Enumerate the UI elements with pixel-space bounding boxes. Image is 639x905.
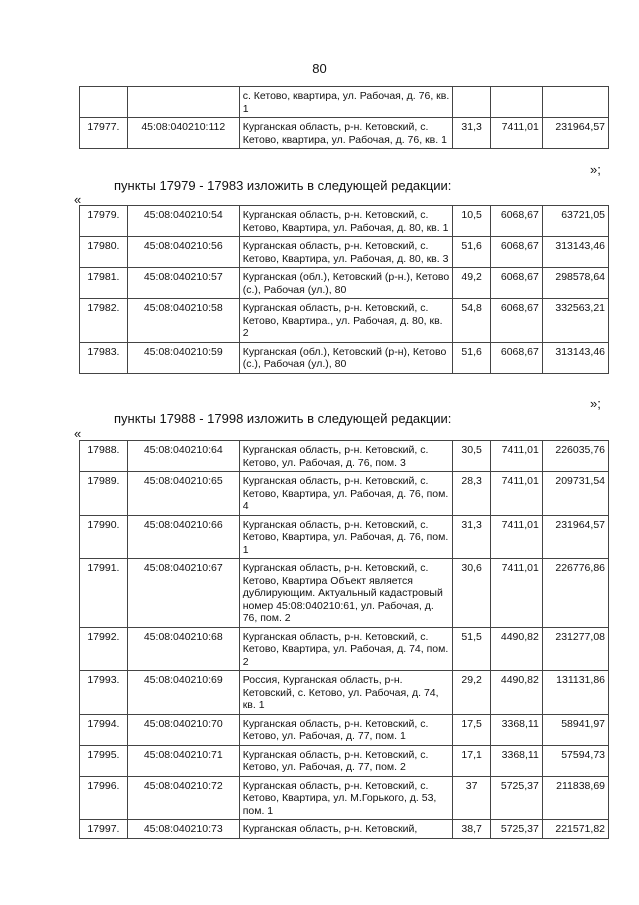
table-row (80, 745, 609, 776)
total-value: 313143,46 (542, 342, 608, 373)
row-number: 17990. (80, 515, 128, 559)
unit-price: 6068,67 (490, 342, 542, 373)
total-value: 231964,57 (542, 515, 608, 559)
cadastral-number: 45:08:040210:72 (127, 776, 239, 820)
row-number: 17980. (80, 237, 128, 268)
address: Курганская область, р-н. Кетовский, с. Кетово, ул. Рабочая, д. 77, пом. 2 (239, 745, 453, 776)
total-value: 226035,76 (542, 441, 608, 472)
area: 31,3 (453, 515, 491, 559)
cadastral-number (127, 87, 239, 118)
table-row (80, 820, 609, 839)
unit-price: 7411,01 (490, 559, 542, 628)
total-value: 221571,82 (542, 820, 608, 839)
table-row (80, 472, 609, 516)
unit-price: 3368,11 (490, 745, 542, 776)
total-value: 131131,86 (542, 671, 608, 715)
address: Курганская область, р-н. Кетовский, с. Кетово, ул. Рабочая, д. 76, пом. 3 (239, 441, 453, 472)
opening-quote: « (74, 192, 82, 207)
area: 30,5 (453, 441, 491, 472)
cadastral-number: 45:08:040210:56 (127, 237, 239, 268)
cadastral-number: 45:08:040210:59 (127, 342, 239, 373)
area (453, 87, 491, 118)
unit-price: 6068,67 (490, 237, 542, 268)
table-row (80, 559, 609, 628)
row-number: 17982. (80, 299, 128, 343)
table-row (80, 342, 609, 373)
table-row (80, 441, 609, 472)
cadastral-number: 45:08:040210:67 (127, 559, 239, 628)
area: 31,3 (453, 118, 491, 149)
table-items-17988-17998 (79, 440, 609, 839)
total-value: 58941,97 (542, 714, 608, 745)
address: Курганская область, р-н. Кетовский, с. Кетово, Квартира, ул. М.Горького, д. 53, пом. 1 (239, 776, 453, 820)
area: 51,6 (453, 342, 491, 373)
address: Курганская область, р-н. Кетовский, с. Кетово, квартира, ул. Рабочая, д. 76, кв. 1 (239, 118, 453, 149)
unit-price: 6068,67 (490, 268, 542, 299)
unit-price: 6068,67 (490, 299, 542, 343)
unit-price: 4490,82 (490, 671, 542, 715)
cadastral-number: 45:08:040210:71 (127, 745, 239, 776)
unit-price: 4490,82 (490, 627, 542, 671)
cadastral-number: 45:08:040210:73 (127, 820, 239, 839)
row-number: 17994. (80, 714, 128, 745)
area: 37 (453, 776, 491, 820)
cadastral-number: 45:08:040210:65 (127, 472, 239, 516)
cadastral-number: 45:08:040210:70 (127, 714, 239, 745)
total-value: 231277,08 (542, 627, 608, 671)
row-number: 17988. (80, 441, 128, 472)
row-number: 17991. (80, 559, 128, 628)
unit-price: 5725,37 (490, 776, 542, 820)
table-row (80, 206, 609, 237)
closing-quote: »; (590, 162, 601, 177)
row-number: 17995. (80, 745, 128, 776)
area: 17,1 (453, 745, 491, 776)
total-value: 332563,21 (542, 299, 608, 343)
table-row (80, 237, 609, 268)
address: Курганская область, р-н. Кетовский, с. Кетово, Квартира, ул. Рабочая, д. 74, пом. 2 (239, 627, 453, 671)
address: Курганская область, р-н. Кетовский, с. Кетово, Квартира, ул. Рабочая, д. 76, пом. 4 (239, 472, 453, 516)
cadastral-number: 45:08:040210:66 (127, 515, 239, 559)
address: Россия, Курганская область, р-н. Кетовский, с. Кетово, ул. Рабочая, д. 74, кв. 1 (239, 671, 453, 715)
row-number: 17996. (80, 776, 128, 820)
unit-price: 7411,01 (490, 118, 542, 149)
address: Курганская область, р-н. Кетовский, с. Кетово, Квартира Объект является дублирующим. Актуальный кадастровый номер 45:08:040210:61, ул. Рабочая, д. 76, пом. 2 (239, 559, 453, 628)
table-row (80, 299, 609, 343)
table-row (80, 627, 609, 671)
cadastral-number: 45:08:040210:69 (127, 671, 239, 715)
area: 51,5 (453, 627, 491, 671)
address: Курганская область, р-н. Кетовский, с. Кетово, Квартира, ул. Рабочая, д. 76, пом. 1 (239, 515, 453, 559)
instruction-text: пункты 17988 - 17998 изложить в следующей редакции: (114, 411, 452, 426)
row-number: 17993. (80, 671, 128, 715)
unit-price: 7411,01 (490, 441, 542, 472)
cadastral-number: 45:08:040210:57 (127, 268, 239, 299)
address: Курганская область, р-н. Кетовский, с. Кетово, Квартира, ул. Рабочая, д. 80, кв. 1 (239, 206, 453, 237)
address: с. Кетово, квартира, ул. Рабочая, д. 76, кв. 1 (239, 87, 453, 118)
address: Курганская область, р-н. Кетовский, (239, 820, 453, 839)
area: 17,5 (453, 714, 491, 745)
area: 38,7 (453, 820, 491, 839)
row-number: 17992. (80, 627, 128, 671)
total-value: 226776,86 (542, 559, 608, 628)
closing-quote: »; (590, 396, 601, 411)
table-row (80, 671, 609, 715)
table-row (80, 714, 609, 745)
row-number: 17979. (80, 206, 128, 237)
area: 54,8 (453, 299, 491, 343)
table-items-17979-17983 (79, 205, 609, 374)
table-row (80, 776, 609, 820)
unit-price: 6068,67 (490, 206, 542, 237)
table-row (80, 515, 609, 559)
row-number (80, 87, 128, 118)
unit-price: 5725,37 (490, 820, 542, 839)
table-continued (79, 86, 609, 149)
row-number: 17997. (80, 820, 128, 839)
total-value: 231964,57 (542, 118, 608, 149)
area: 30,6 (453, 559, 491, 628)
address: Курганская область, р-н. Кетовский, с. Кетово, Квартира, ул. Рабочая, д. 80, кв. 3 (239, 237, 453, 268)
opening-quote: « (74, 426, 82, 441)
table-row (80, 268, 609, 299)
table-row (80, 118, 609, 149)
page-number: 80 (312, 61, 327, 76)
cadastral-number: 45:08:040210:68 (127, 627, 239, 671)
area: 29,2 (453, 671, 491, 715)
instruction-text: пункты 17979 - 17983 изложить в следующей редакции: (114, 178, 452, 193)
table-row (80, 87, 609, 118)
unit-price: 7411,01 (490, 515, 542, 559)
area: 28,3 (453, 472, 491, 516)
row-number: 17989. (80, 472, 128, 516)
row-number: 17977. (80, 118, 128, 149)
area: 49,2 (453, 268, 491, 299)
total-value: 57594,73 (542, 745, 608, 776)
address: Курганская область, р-н. Кетовский, с. Кетово, Квартира., ул. Рабочая, д. 80, кв. 2 (239, 299, 453, 343)
unit-price (490, 87, 542, 118)
unit-price: 3368,11 (490, 714, 542, 745)
address: Курганская (обл.), Кетовский (р-н.), Кетово (с.), Рабочая (ул.), 80 (239, 268, 453, 299)
cadastral-number: 45:08:040210:112 (127, 118, 239, 149)
area: 10,5 (453, 206, 491, 237)
cadastral-number: 45:08:040210:54 (127, 206, 239, 237)
row-number: 17981. (80, 268, 128, 299)
area: 51,6 (453, 237, 491, 268)
unit-price: 7411,01 (490, 472, 542, 516)
row-number: 17983. (80, 342, 128, 373)
address: Курганская область, р-н. Кетовский, с. Кетово, ул. Рабочая, д. 77, пом. 1 (239, 714, 453, 745)
total-value: 63721,05 (542, 206, 608, 237)
total-value: 298578,64 (542, 268, 608, 299)
total-value (542, 87, 608, 118)
total-value: 209731,54 (542, 472, 608, 516)
address: Курганская (обл.), Кетовский (р-н), Кетово (с.), Рабочая (ул.), 80 (239, 342, 453, 373)
cadastral-number: 45:08:040210:64 (127, 441, 239, 472)
total-value: 211838,69 (542, 776, 608, 820)
cadastral-number: 45:08:040210:58 (127, 299, 239, 343)
total-value: 313143,46 (542, 237, 608, 268)
